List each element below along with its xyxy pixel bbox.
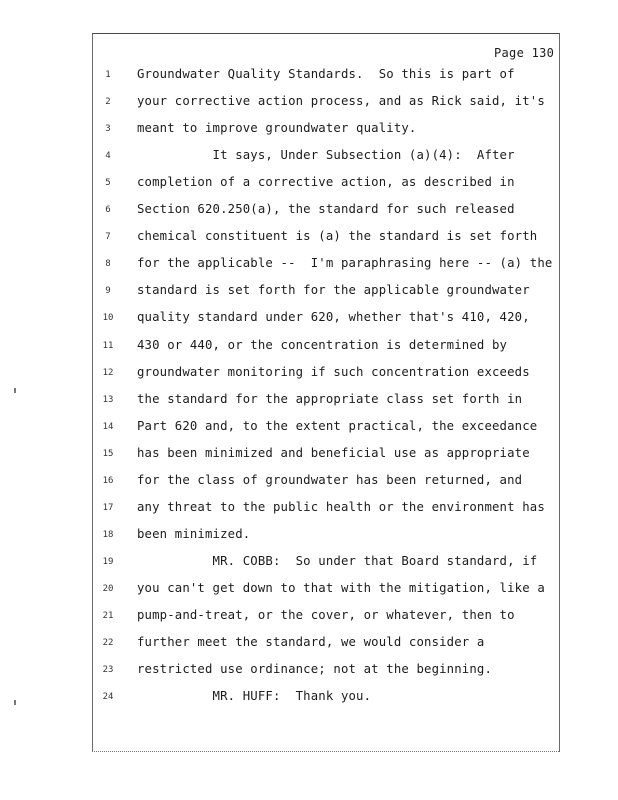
line-number: 3 xyxy=(105,124,111,135)
line-number: 5 xyxy=(105,178,111,189)
line-number: 11 xyxy=(102,340,114,351)
transcript-line: Part 620 and, to the extent practical, the exceedance xyxy=(137,418,538,433)
transcript-line: been minimized. xyxy=(137,526,251,541)
transcript-line: MR. COBB: So under that Board standard, if xyxy=(137,553,538,568)
line-number: 16 xyxy=(102,475,114,486)
transcript-line: pump-and-treat, or the cover, or whatever, then to xyxy=(137,608,515,622)
line-number: 23 xyxy=(102,665,114,676)
transcript-line: chemical constituent is (a) the standard is set forth xyxy=(137,229,538,244)
transcript-line: It says, Under Subsection (a)(4): After xyxy=(137,148,515,163)
line-number: 2 xyxy=(105,97,111,108)
line-number: 9 xyxy=(105,286,111,297)
page-frame-bottom-edge xyxy=(92,751,559,752)
line-number: 13 xyxy=(102,394,114,405)
line-number: 7 xyxy=(105,232,111,243)
transcript-line: for the applicable -- I'm paraphrasing here -- (a) the xyxy=(137,256,553,271)
line-number: 21 xyxy=(102,611,114,621)
transcript-line: standard is set forth for the applicable groundwater xyxy=(137,283,530,298)
transcript-line: further meet the standard, we would consider a xyxy=(137,635,485,650)
line-number: 10 xyxy=(102,313,114,324)
line-number: 6 xyxy=(105,205,111,216)
line-number: 17 xyxy=(102,502,114,513)
margin-mark xyxy=(14,700,16,705)
line-number: 15 xyxy=(102,448,114,459)
line-number: 1 xyxy=(105,70,111,80)
transcript-line: your corrective action process, and as Rick said, it's xyxy=(137,94,545,109)
margin-mark xyxy=(14,388,16,393)
line-number: 20 xyxy=(102,583,114,594)
transcript-line: the standard for the appropriate class set forth in xyxy=(137,391,523,406)
line-number: 18 xyxy=(102,529,114,540)
line-number: 22 xyxy=(102,638,114,649)
transcript-line: has been minimized and beneficial use as appropriate xyxy=(137,445,530,460)
line-number: 24 xyxy=(102,692,114,703)
line-number: 14 xyxy=(102,421,114,432)
transcript-line: meant to improve groundwater quality. xyxy=(137,121,417,136)
line-number: 12 xyxy=(102,367,114,378)
transcript-line: Section 620.250(a), the standard for such released xyxy=(137,202,515,217)
line-number: 8 xyxy=(105,259,111,270)
transcript-line: 430 or 440, or the concentration is determined by xyxy=(137,337,508,352)
transcript-line: restricted use ordinance; not at the beginning. xyxy=(137,662,493,677)
transcript-line: Groundwater Quality Standards. So this is part of xyxy=(137,67,515,81)
line-number: 19 xyxy=(102,556,114,567)
line-number: 4 xyxy=(105,151,111,162)
transcript-line: you can't get down to that with the mitigation, like a xyxy=(137,580,545,595)
transcript-line: MR. HUFF: Thank you. xyxy=(137,689,372,704)
page-number: Page 130 xyxy=(494,46,555,60)
transcript-line: completion of a corrective action, as described in xyxy=(137,175,515,190)
transcript-line: quality standard under 620, whether that's 410, 420, xyxy=(137,310,530,325)
transcript-line: any threat to the public health or the environment has xyxy=(137,499,545,514)
transcript-line: for the class of groundwater has been returned, and xyxy=(137,472,523,487)
transcript-line: groundwater monitoring if such concentration exceeds xyxy=(137,364,530,379)
